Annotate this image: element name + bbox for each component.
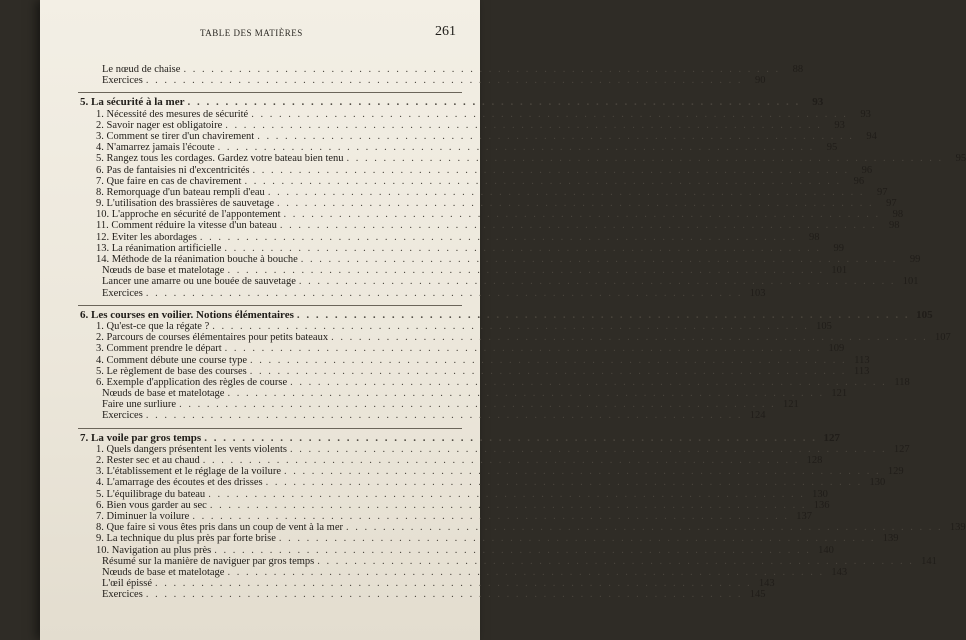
toc-entry-title: 2. Savoir nager est obligatoire [96, 119, 223, 131]
leader-dots [192, 511, 789, 522]
toc-entry-page: 96 [853, 175, 865, 187]
leader-dots [225, 343, 822, 354]
toc-entry-page: 95 [826, 142, 838, 154]
leader-dots [227, 388, 824, 399]
leader-dots [250, 366, 847, 377]
toc-entry-page: 96 [861, 164, 873, 176]
leader-dots [347, 153, 944, 164]
toc-entry-title: 9. La technique du plus près par forte brise [96, 533, 276, 545]
toc-entry [40, 589, 766, 601]
toc-chapter-entry [40, 96, 824, 109]
toc-entry-title: 5. Le règlement de base des courses [96, 365, 247, 377]
toc-entry-title: L'œil épissé [102, 578, 153, 590]
toc-entry-page: 97 [886, 198, 897, 210]
toc-entry-title: 1. Qu'est-ce que la régate ? [96, 320, 210, 332]
toc-entry [40, 231, 820, 243]
toc-entry-page: 113 [853, 365, 870, 377]
toc-entry [40, 254, 921, 265]
toc-entry [40, 164, 873, 176]
toc-entry-title: Exercices [102, 75, 143, 87]
toc-entry-title: 5. Rangez tous les cordages. Gardez votre bateau bien tenu [96, 153, 344, 165]
toc-entry [40, 499, 830, 511]
toc-entry-page: 98 [892, 209, 904, 221]
leader-dots [146, 410, 743, 421]
table-of-contents [40, 64, 966, 601]
leader-dots [227, 265, 824, 276]
leader-dots [266, 477, 863, 488]
leader-dots [214, 545, 811, 556]
toc-entry-title: Exercices [102, 410, 143, 422]
leader-dots [210, 500, 807, 511]
toc-entry-title: Exercices [102, 589, 143, 601]
toc-entry-title: Nœuds de base et matelotage [102, 388, 225, 400]
leader-dots [251, 109, 848, 120]
toc-entry-title: 6. Exemple d'application des règles de course [96, 376, 288, 388]
toc-entry-title: 6. Pas de fantaisies ni d'excentricités [96, 164, 250, 176]
toc-entry-page: 101 [902, 276, 919, 288]
toc-entry-title: 4. N'amarrez jamais l'écoute [96, 142, 215, 154]
toc-entry-page: 130 [869, 477, 886, 489]
toc-entry-page: 143 [758, 578, 775, 590]
toc-entry [40, 488, 828, 500]
toc-entry-page: 101 [831, 265, 848, 277]
toc-entry-title: 2. Parcours de courses élémentaires pour petits bateaux [96, 332, 329, 344]
toc-entry-page: 105 [916, 308, 933, 321]
toc-entry-title: 5. L'équilibrage du bateau [96, 488, 206, 500]
toc-entry [40, 533, 899, 545]
leader-dots [187, 97, 800, 108]
toc-entry [40, 75, 766, 87]
leader-dots [290, 444, 887, 455]
toc-entry [40, 455, 823, 466]
toc-entry-title: Résumé sur la manière de naviguer par gros temps [102, 555, 315, 567]
book-page [40, 0, 966, 640]
leader-dots [225, 120, 822, 131]
toc-entry-page: 118 [894, 376, 910, 388]
section-divider [78, 92, 462, 93]
section-divider [78, 305, 462, 306]
toc-entry-title: 6. Les courses en voilier. Notions élémentaires [80, 308, 294, 321]
toc-entry-title: 10. L'approche en sécurité de l'appontement [96, 209, 281, 221]
toc-entry-page: 94 [866, 130, 877, 142]
toc-entry-page: 90 [754, 75, 766, 87]
toc-entry-title: Faire une surliure [102, 399, 177, 411]
toc-entry [40, 320, 832, 332]
toc-entry [40, 276, 919, 288]
leader-dots [268, 187, 865, 198]
leader-dots [297, 310, 910, 321]
leader-dots [277, 198, 874, 209]
leader-dots [284, 209, 881, 220]
running-title: TABLE DES MATIÈRES [200, 28, 303, 38]
toc-entry-page: 95 [955, 153, 966, 165]
toc-chapter-entry [40, 431, 840, 444]
toc-entry-page: 93 [812, 96, 824, 109]
toc-entry-page: 93 [860, 108, 871, 120]
toc-entry-page: 99 [909, 254, 921, 265]
toc-entry-page: 137 [796, 510, 812, 522]
toc-entry-page: 98 [888, 220, 900, 232]
toc-entry-title: 13. La réanimation artificielle [96, 242, 222, 254]
page-header [40, 24, 480, 44]
toc-entry [40, 198, 897, 210]
toc-entry-page: 136 [813, 499, 830, 511]
toc-entry-title: 8. Remorquage d'un bateau rempli d'eau [96, 186, 265, 198]
toc-entry-page: 109 [828, 343, 845, 355]
leader-dots [224, 243, 821, 254]
toc-entry [40, 332, 951, 344]
toc-entry [40, 443, 910, 455]
toc-entry-title: 8. Que faire si vous êtes pris dans un coup de vent à la mer [96, 522, 343, 534]
toc-entry-page: 105 [816, 320, 832, 332]
toc-entry-page: 121 [782, 399, 799, 411]
toc-entry [40, 119, 845, 131]
leader-dots [218, 142, 815, 153]
leader-dots [208, 489, 805, 500]
toc-entry [40, 477, 886, 489]
toc-entry-page: 145 [749, 589, 766, 601]
leader-dots [146, 288, 743, 299]
toc-entry-page: 139 [949, 522, 966, 534]
leader-dots [253, 165, 850, 176]
toc-entry [40, 510, 812, 522]
leader-dots [146, 75, 743, 86]
toc-entry [40, 242, 844, 254]
toc-entry-title: 7. Que faire en cas de chavirement [96, 175, 242, 187]
page-number: 261 [435, 24, 456, 39]
toc-entry [40, 175, 865, 187]
toc-entry [40, 399, 799, 411]
toc-entry [40, 287, 766, 299]
toc-entry-page: 141 [921, 555, 937, 567]
toc-entry-page: 93 [834, 119, 845, 131]
toc-entry [40, 466, 904, 478]
toc-entry-page: 127 [893, 443, 910, 455]
leader-dots [146, 589, 743, 600]
toc-entry [40, 186, 888, 198]
toc-entry [40, 354, 870, 366]
toc-entry [40, 209, 904, 221]
toc-entry-page: 107 [934, 332, 951, 344]
toc-entry-page: 140 [818, 544, 834, 556]
toc-entry [40, 108, 871, 120]
leader-dots [183, 64, 780, 75]
toc-entry-title: Exercices [102, 287, 143, 299]
toc-entry [40, 220, 900, 232]
leader-dots [244, 176, 841, 187]
toc-entry-page: 143 [831, 566, 848, 578]
toc-entry [40, 142, 838, 154]
toc-entry-page: 88 [792, 64, 804, 75]
toc-entry-title: 10. Navigation au plus près [96, 544, 212, 556]
toc-entry-page: 129 [887, 466, 904, 478]
toc-entry-page: 97 [876, 186, 888, 198]
leader-dots [331, 332, 928, 343]
toc-entry-title: 3. Comment se tirer d'un chavirement [96, 130, 255, 142]
toc-entry [40, 578, 775, 590]
leader-dots [250, 355, 847, 366]
toc-entry-title: 4. Comment débute une course type [96, 354, 248, 366]
toc-entry-title: Le nœud de chaise [102, 64, 181, 75]
toc-entry [40, 566, 848, 578]
leader-dots [200, 232, 797, 243]
toc-entry-title: 2. Rester sec et au chaud [96, 455, 200, 466]
toc-entry [40, 365, 870, 377]
toc-entry-page: 127 [823, 431, 840, 444]
toc-entry-title: 1. Nécessité des mesures de sécurité [96, 108, 249, 120]
leader-dots [299, 276, 896, 287]
leader-dots [317, 556, 914, 567]
toc-entry-page: 139 [882, 533, 899, 545]
toc-entry-title: 3. Comment prendre le départ [96, 343, 222, 355]
toc-entry-title: Nœuds de base et matelotage [102, 265, 225, 277]
leader-dots [155, 578, 752, 589]
toc-entry-page: 103 [749, 287, 766, 299]
toc-entry-title: 7. Diminuer la voilure [96, 510, 190, 522]
toc-entry-page: 98 [809, 231, 820, 243]
toc-entry [40, 555, 937, 567]
toc-entry [40, 343, 845, 355]
toc-chapter-entry [40, 308, 933, 321]
leader-dots [301, 254, 898, 265]
toc-entry-title: 11. Comment réduire la vitesse d'un bateau [96, 220, 277, 232]
toc-entry-title: 5. La sécurité à la mer [80, 96, 185, 109]
leader-dots [212, 321, 809, 332]
toc-entry-title: 6. Bien vous garder au sec [96, 499, 207, 511]
toc-entry-title: 3. L'établissement et le réglage de la voilure [96, 466, 281, 478]
leader-dots [280, 220, 877, 231]
toc-entry [40, 388, 848, 400]
toc-entry [40, 410, 766, 422]
toc-entry-title: 7. La voile par gros temps [80, 431, 202, 444]
leader-dots [279, 533, 876, 544]
leader-dots [346, 522, 943, 533]
toc-entry [40, 130, 877, 142]
toc-entry-page: 130 [812, 488, 828, 500]
leader-dots [203, 455, 800, 466]
toc-entry [40, 265, 848, 277]
toc-entry-page: 113 [854, 354, 870, 366]
leader-dots [284, 466, 881, 477]
toc-entry [40, 64, 804, 75]
toc-entry-title: 14. Méthode de la réanimation bouche à bouche [96, 254, 298, 265]
toc-entry-title: 12. Eviter les abordages [96, 231, 197, 243]
toc-entry [40, 522, 966, 534]
toc-entry-title: Nœuds de base et matelotage [102, 566, 225, 578]
leader-dots [290, 377, 887, 388]
section-divider [78, 428, 462, 429]
toc-entry-page: 121 [831, 388, 848, 400]
toc-entry-title: 9. L'utilisation des brassières de sauvetage [96, 198, 275, 210]
leader-dots [227, 567, 824, 578]
toc-entry [40, 153, 966, 165]
toc-entry-page: 99 [833, 242, 844, 254]
toc-entry [40, 544, 834, 556]
toc-entry-title: 1. Quels dangers présentent les vents violents [96, 443, 287, 455]
toc-entry-title: Lancer une amarre ou une bouée de sauvetage [102, 276, 296, 288]
leader-dots [257, 131, 854, 142]
toc-entry [40, 376, 910, 388]
leader-dots [179, 399, 776, 410]
toc-entry-page: 124 [749, 410, 766, 422]
toc-entry-page: 128 [806, 455, 823, 466]
toc-entry-title: 4. L'amarrage des écoutes et des drisses [96, 477, 263, 489]
leader-dots [204, 433, 817, 444]
